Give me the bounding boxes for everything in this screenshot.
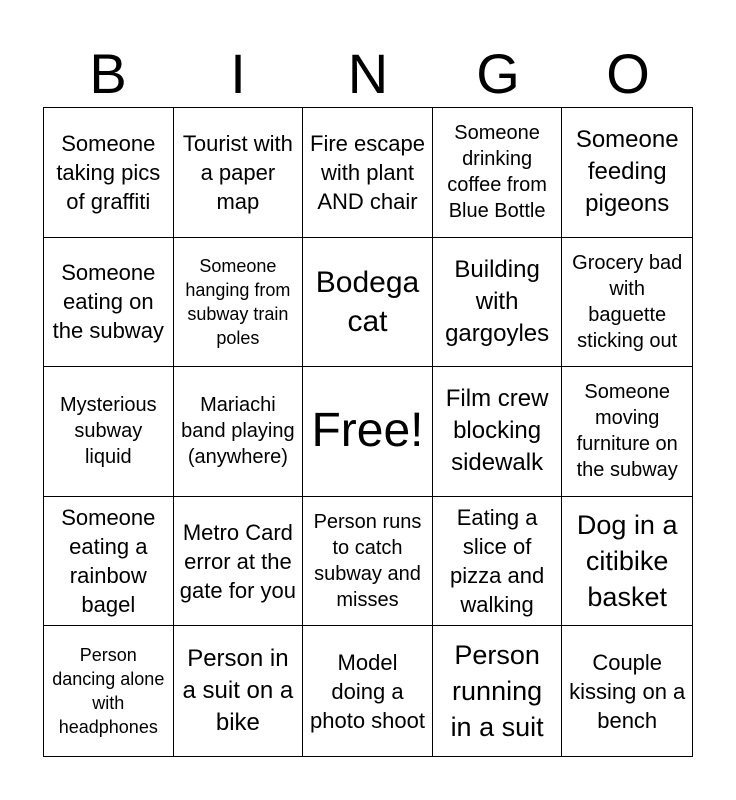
bingo-cell-r5c3[interactable] (303, 626, 433, 756)
bingo-cell-r1c2[interactable] (174, 108, 304, 238)
cell-label: Bodega cat (315, 265, 420, 338)
bingo-cell-r3c2[interactable] (174, 367, 304, 497)
bingo-cell-r5c4[interactable] (433, 626, 563, 756)
cell-label: Mariachi band playing (anywhere) (181, 394, 295, 469)
bingo-cell-r2c5[interactable] (562, 238, 692, 368)
cell-label: Person in a suit on a bike (182, 645, 294, 737)
cell-label: Tourist with a paper map (182, 130, 293, 214)
header-letter-g: G (476, 42, 520, 105)
cell-label: Grocery bad with baguette sticking out (572, 251, 683, 352)
bingo-board (43, 107, 693, 757)
bingo-cell-r1c5[interactable] (562, 108, 692, 238)
cell-label: Someone drinking coffee from Blue Bottle (447, 122, 547, 223)
bingo-cell-r5c5[interactable] (562, 626, 692, 756)
cell-label: Mysterious subway liquid (59, 394, 157, 469)
cell-label: Someone hanging from subway train poles (185, 255, 291, 348)
cell-label: Eating a slice of pizza and walking (450, 505, 545, 618)
bingo-cell-r4c5[interactable] (562, 497, 692, 627)
bingo-cell-r1c1[interactable] (44, 108, 174, 238)
cell-label: Person dancing alone with headphones (52, 645, 165, 738)
bingo-cell-r4c4[interactable] (433, 497, 563, 627)
bingo-cell-free[interactable] (303, 367, 433, 497)
bingo-cell-r2c4[interactable] (433, 238, 563, 368)
cell-label: Film crew blocking sidewalk (445, 385, 549, 477)
header-letter-b: B (89, 42, 127, 105)
header-letter-n: N (347, 42, 389, 105)
cell-label: Someone eating on the subway (52, 260, 164, 344)
cell-label: Someone taking pics of graffiti (56, 130, 161, 214)
cell-label: Dog in a citibike basket (576, 510, 678, 613)
cell-label: Fire escape with plant AND chair (310, 130, 425, 214)
cell-label: Someone feeding pigeons (575, 126, 679, 218)
bingo-cell-r3c4[interactable] (433, 367, 563, 497)
bingo-header (43, 40, 693, 108)
bingo-cell-r4c2[interactable] (174, 497, 304, 627)
bingo-cell-r1c4[interactable] (433, 108, 563, 238)
bingo-cell-r3c5[interactable] (562, 367, 692, 497)
bingo-cell-r4c3[interactable] (303, 497, 433, 627)
cell-label: Model doing a photo shoot (310, 649, 425, 733)
bingo-cell-r5c1[interactable] (44, 626, 174, 756)
bingo-cell-r1c3[interactable] (303, 108, 433, 238)
cell-label: Couple kissing on a bench (569, 649, 686, 733)
bingo-cell-r2c3[interactable] (303, 238, 433, 368)
cell-label: Person running in a suit (450, 640, 544, 743)
cell-label: Someone moving furniture on the subway (576, 381, 678, 482)
cell-label: Person runs to catch subway and misses (313, 511, 422, 612)
bingo-cell-r2c2[interactable] (174, 238, 304, 368)
cell-label: Metro Card error at the gate for you (179, 519, 296, 603)
cell-label: Building with gargoyles (445, 255, 550, 347)
header-letter-o: O (606, 42, 650, 105)
header-letter-i: I (230, 42, 246, 105)
bingo-cell-r3c1[interactable] (44, 367, 174, 497)
cell-label: Someone eating a rainbow bagel (61, 505, 156, 618)
bingo-cell-r2c1[interactable] (44, 238, 174, 368)
bingo-cell-r5c2[interactable] (174, 626, 304, 756)
free-space-label: Free! (311, 404, 424, 458)
bingo-cell-r4c1[interactable] (44, 497, 174, 627)
